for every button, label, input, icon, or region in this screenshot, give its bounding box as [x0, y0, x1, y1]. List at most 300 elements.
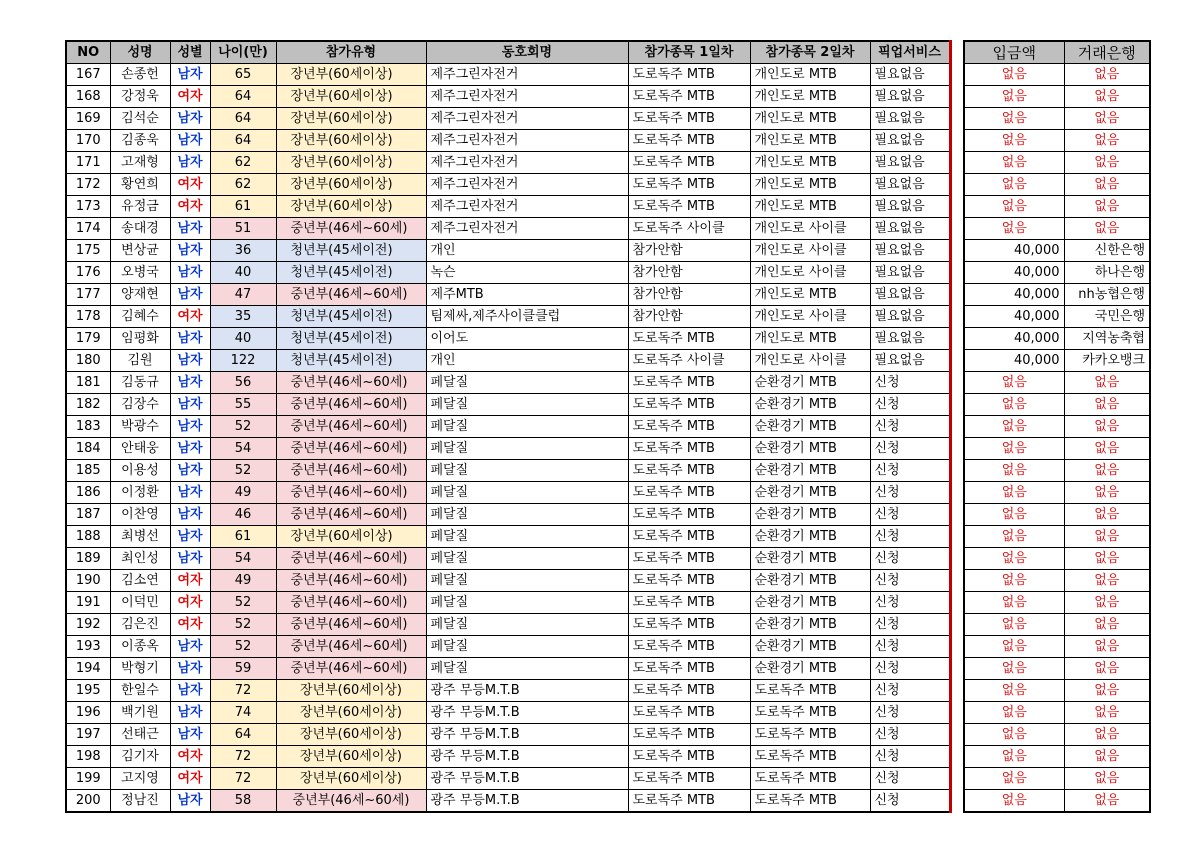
cell-bank: 없음: [1064, 768, 1150, 790]
payment-row: [964, 636, 1150, 658]
cell-club: 광주 무등M.T.B: [426, 680, 628, 702]
cell-gender: 남자: [170, 108, 210, 130]
cell-club: 광주 무등M.T.B: [426, 790, 628, 813]
cell-deposit: 없음: [964, 680, 1064, 702]
cell-event-day1: 도로독주 MTB: [628, 152, 750, 174]
cell-club: 페달질: [426, 636, 628, 658]
cell-club: 광주 무등M.T.B: [426, 768, 628, 790]
cell-category: 장년부(60세이상): [276, 526, 426, 548]
cell-no: 172: [66, 174, 110, 196]
cell-name: 김혜수: [110, 306, 170, 328]
cell-bank: 신한은행: [1064, 240, 1150, 262]
cell-name: 김기자: [110, 746, 170, 768]
cell-event-day2: 개인도로 MTB: [750, 196, 870, 218]
cell-deposit: 없음: [964, 790, 1064, 813]
cell-pickup: 필요없음: [870, 240, 950, 262]
cell-event-day1: 도로독주 MTB: [628, 394, 750, 416]
payment-row: [964, 702, 1150, 724]
cell-pickup: 필요없음: [870, 350, 950, 372]
cell-name: 김소연: [110, 570, 170, 592]
cell-no: 188: [66, 526, 110, 548]
cell-name: 송대경: [110, 218, 170, 240]
cell-age: 47: [210, 284, 276, 306]
cell-event-day2: 순환경기 MTB: [750, 614, 870, 636]
cell-bank: 없음: [1064, 218, 1150, 240]
cell-gender: 남자: [170, 416, 210, 438]
cell-event-day2: 개인도로 사이클: [750, 218, 870, 240]
header-pickup: 픽업서비스: [870, 41, 950, 64]
cell-event-day2: 순환경기 MTB: [750, 394, 870, 416]
cell-event-day1: 도로독주 MTB: [628, 460, 750, 482]
table-row: [66, 372, 950, 394]
cell-club: 제주MTB: [426, 284, 628, 306]
payment-row: [964, 64, 1150, 86]
header-gender: 성별: [170, 41, 210, 64]
table-row: [66, 592, 950, 614]
cell-no: 169: [66, 108, 110, 130]
cell-name: 정남진: [110, 790, 170, 813]
cell-category: 청년부(45세이전): [276, 306, 426, 328]
cell-bank: 없음: [1064, 790, 1150, 813]
cell-name: 김동규: [110, 372, 170, 394]
table-row: [66, 614, 950, 636]
cell-club: 광주 무등M.T.B: [426, 702, 628, 724]
payment-row: [964, 306, 1150, 328]
cell-category: 중년부(46세~60세): [276, 482, 426, 504]
cell-category: 중년부(46세~60세): [276, 592, 426, 614]
cell-category: 중년부(46세~60세): [276, 504, 426, 526]
cell-event-day2: 개인도로 MTB: [750, 86, 870, 108]
cell-event-day1: 도로독주 MTB: [628, 86, 750, 108]
cell-gender: 여자: [170, 86, 210, 108]
cell-event-day1: 도로독주 사이클: [628, 218, 750, 240]
cell-age: 122: [210, 350, 276, 372]
cell-event-day2: 개인도로 MTB: [750, 328, 870, 350]
cell-bank: 없음: [1064, 130, 1150, 152]
cell-no: 190: [66, 570, 110, 592]
header-club: 동호회명: [426, 41, 628, 64]
cell-name: 한일수: [110, 680, 170, 702]
cell-event-day2: 순환경기 MTB: [750, 526, 870, 548]
cell-category: 중년부(46세~60세): [276, 548, 426, 570]
cell-event-day2: 개인도로 MTB: [750, 108, 870, 130]
cell-deposit: 없음: [964, 372, 1064, 394]
cell-category: 청년부(45세이전): [276, 240, 426, 262]
cell-pickup: 필요없음: [870, 152, 950, 174]
table-row: [66, 350, 950, 372]
cell-age: 52: [210, 636, 276, 658]
cell-name: 선태근: [110, 724, 170, 746]
cell-club: 페달질: [426, 614, 628, 636]
cell-pickup: 필요없음: [870, 306, 950, 328]
cell-club: 이어도: [426, 328, 628, 350]
cell-no: 193: [66, 636, 110, 658]
table-row: [66, 746, 950, 768]
cell-deposit: 없음: [964, 702, 1064, 724]
cell-pickup: 신청: [870, 768, 950, 790]
cell-event-day1: 도로독주 MTB: [628, 504, 750, 526]
cell-gender: 여자: [170, 592, 210, 614]
cell-event-day1: 도로독주 MTB: [628, 64, 750, 86]
payment-row: [964, 768, 1150, 790]
cell-name: 최병선: [110, 526, 170, 548]
header-no: NO: [66, 41, 110, 64]
cell-event-day2: 순환경기 MTB: [750, 592, 870, 614]
cell-event-day1: 도로독주 MTB: [628, 614, 750, 636]
cell-bank: 없음: [1064, 702, 1150, 724]
cell-pickup: 신청: [870, 592, 950, 614]
cell-gender: 남자: [170, 482, 210, 504]
cell-age: 72: [210, 768, 276, 790]
cell-pickup: 신청: [870, 724, 950, 746]
cell-no: 167: [66, 64, 110, 86]
cell-event-day1: 도로독주 MTB: [628, 526, 750, 548]
cell-age: 49: [210, 482, 276, 504]
cell-pickup: 신청: [870, 372, 950, 394]
cell-no: 171: [66, 152, 110, 174]
table-row: [66, 636, 950, 658]
cell-age: 55: [210, 394, 276, 416]
table-row: [66, 86, 950, 108]
payment-row: [964, 284, 1150, 306]
cell-bank: 없음: [1064, 86, 1150, 108]
cell-age: 46: [210, 504, 276, 526]
cell-bank: 없음: [1064, 570, 1150, 592]
cell-no: 179: [66, 328, 110, 350]
cell-name: 김원: [110, 350, 170, 372]
header-name: 성명: [110, 41, 170, 64]
cell-deposit: 없음: [964, 482, 1064, 504]
table-row: [66, 790, 950, 813]
cell-age: 62: [210, 174, 276, 196]
cell-pickup: 신청: [870, 548, 950, 570]
cell-name: 김종욱: [110, 130, 170, 152]
table-row: [66, 108, 950, 130]
cell-event-day2: 도로독주 MTB: [750, 768, 870, 790]
table-row: [66, 526, 950, 548]
cell-name: 이종옥: [110, 636, 170, 658]
table-row: [66, 702, 950, 724]
cell-event-day2: 순환경기 MTB: [750, 482, 870, 504]
cell-event-day2: 순환경기 MTB: [750, 636, 870, 658]
cell-deposit: 40,000: [964, 284, 1064, 306]
payment-row: [964, 570, 1150, 592]
cell-event-day2: 개인도로 사이클: [750, 350, 870, 372]
cell-club: 제주그린자전거: [426, 174, 628, 196]
cell-age: 54: [210, 548, 276, 570]
cell-name: 김장수: [110, 394, 170, 416]
cell-event-day1: 도로독주 MTB: [628, 768, 750, 790]
cell-bank: 하나은행: [1064, 262, 1150, 284]
cell-gender: 남자: [170, 526, 210, 548]
cell-bank: nh농협은행: [1064, 284, 1150, 306]
payment-table: [963, 40, 1151, 813]
cell-deposit: 40,000: [964, 240, 1064, 262]
cell-name: 유정금: [110, 196, 170, 218]
cell-deposit: 40,000: [964, 306, 1064, 328]
payment-row: [964, 746, 1150, 768]
cell-event-day1: 도로독주 MTB: [628, 174, 750, 196]
cell-name: 박형기: [110, 658, 170, 680]
cell-age: 65: [210, 64, 276, 86]
header-category: 참가유형: [276, 41, 426, 64]
cell-no: 185: [66, 460, 110, 482]
cell-gender: 여자: [170, 768, 210, 790]
cell-event-day1: 도로독주 사이클: [628, 350, 750, 372]
payment-row: [964, 372, 1150, 394]
payment-row: [964, 218, 1150, 240]
cell-pickup: 필요없음: [870, 196, 950, 218]
cell-age: 52: [210, 416, 276, 438]
cell-no: 194: [66, 658, 110, 680]
cell-deposit: 없음: [964, 86, 1064, 108]
cell-deposit: 없음: [964, 218, 1064, 240]
cell-category: 장년부(60세이상): [276, 702, 426, 724]
cell-gender: 여자: [170, 196, 210, 218]
cell-name: 김은진: [110, 614, 170, 636]
cell-club: 제주그린자전거: [426, 86, 628, 108]
cell-category: 청년부(45세이전): [276, 328, 426, 350]
cell-gender: 남자: [170, 790, 210, 813]
cell-club: 제주그린자전거: [426, 196, 628, 218]
cell-pickup: 신청: [870, 482, 950, 504]
cell-event-day1: 도로독주 MTB: [628, 416, 750, 438]
payment-row: [964, 152, 1150, 174]
cell-club: 제주그린자전거: [426, 64, 628, 86]
cell-event-day1: 도로독주 MTB: [628, 636, 750, 658]
table-row: [66, 328, 950, 350]
cell-name: 이찬영: [110, 504, 170, 526]
cell-age: 52: [210, 460, 276, 482]
cell-category: 중년부(46세~60세): [276, 218, 426, 240]
cell-deposit: 없음: [964, 152, 1064, 174]
cell-deposit: 없음: [964, 108, 1064, 130]
cell-no: 175: [66, 240, 110, 262]
cell-deposit: 없음: [964, 724, 1064, 746]
cell-pickup: 신청: [870, 746, 950, 768]
header-row: [66, 41, 950, 64]
cell-gender: 여자: [170, 174, 210, 196]
cell-no: 200: [66, 790, 110, 813]
cell-event-day2: 도로독주 MTB: [750, 724, 870, 746]
cell-age: 35: [210, 306, 276, 328]
cell-name: 이용성: [110, 460, 170, 482]
cell-bank: 지역농축협: [1064, 328, 1150, 350]
cell-no: 176: [66, 262, 110, 284]
table-row: [66, 262, 950, 284]
cell-gender: 남자: [170, 438, 210, 460]
cell-no: 183: [66, 416, 110, 438]
cell-bank: 없음: [1064, 438, 1150, 460]
cell-no: 173: [66, 196, 110, 218]
cell-age: 74: [210, 702, 276, 724]
cell-age: 64: [210, 724, 276, 746]
cell-category: 중년부(46세~60세): [276, 790, 426, 813]
cell-club: 페달질: [426, 416, 628, 438]
cell-event-day1: 도로독주 MTB: [628, 592, 750, 614]
cell-gender: 남자: [170, 218, 210, 240]
cell-category: 중년부(46세~60세): [276, 394, 426, 416]
cell-category: 중년부(46세~60세): [276, 416, 426, 438]
cell-deposit: 40,000: [964, 328, 1064, 350]
cell-category: 장년부(60세이상): [276, 108, 426, 130]
cell-no: 189: [66, 548, 110, 570]
cell-deposit: 없음: [964, 658, 1064, 680]
cell-event-day2: 순환경기 MTB: [750, 658, 870, 680]
cell-no: 177: [66, 284, 110, 306]
cell-category: 장년부(60세이상): [276, 64, 426, 86]
cell-bank: 없음: [1064, 372, 1150, 394]
payment-row: [964, 724, 1150, 746]
cell-age: 54: [210, 438, 276, 460]
cell-club: 페달질: [426, 504, 628, 526]
payment-row: [964, 790, 1150, 813]
cell-pickup: 필요없음: [870, 218, 950, 240]
cell-club: 제주그린자전거: [426, 152, 628, 174]
cell-gender: 남자: [170, 680, 210, 702]
payment-row: [964, 328, 1150, 350]
cell-event-day1: 도로독주 MTB: [628, 702, 750, 724]
cell-no: 196: [66, 702, 110, 724]
cell-gender: 남자: [170, 328, 210, 350]
cell-no: 168: [66, 86, 110, 108]
cell-no: 170: [66, 130, 110, 152]
cell-deposit: 없음: [964, 394, 1064, 416]
payment-row: [964, 658, 1150, 680]
cell-bank: 없음: [1064, 592, 1150, 614]
payment-row: [964, 350, 1150, 372]
cell-club: 개인: [426, 350, 628, 372]
cell-category: 청년부(45세이전): [276, 350, 426, 372]
cell-bank: 없음: [1064, 636, 1150, 658]
cell-age: 59: [210, 658, 276, 680]
cell-name: 황연희: [110, 174, 170, 196]
cell-gender: 남자: [170, 240, 210, 262]
table-row: [66, 460, 950, 482]
cell-pickup: 신청: [870, 394, 950, 416]
header-deposit: 입금액: [964, 41, 1064, 64]
cell-pickup: 필요없음: [870, 108, 950, 130]
cell-event-day1: 도로독주 MTB: [628, 328, 750, 350]
cell-club: 광주 무등M.T.B: [426, 724, 628, 746]
table-row: [66, 504, 950, 526]
header-bank: 거래은행: [1064, 41, 1150, 64]
cell-pickup: 신청: [870, 702, 950, 724]
cell-event-day1: 참가안함: [628, 240, 750, 262]
cell-pickup: 필요없음: [870, 174, 950, 196]
cell-gender: 남자: [170, 394, 210, 416]
payment-row: [964, 548, 1150, 570]
cell-bank: 없음: [1064, 152, 1150, 174]
payment-row: [964, 526, 1150, 548]
cell-bank: 없음: [1064, 174, 1150, 196]
payment-row: [964, 240, 1150, 262]
cell-event-day2: 순환경기 MTB: [750, 548, 870, 570]
cell-deposit: 없음: [964, 196, 1064, 218]
table-row: [66, 658, 950, 680]
table-row: [66, 218, 950, 240]
cell-no: 182: [66, 394, 110, 416]
cell-club: 페달질: [426, 658, 628, 680]
cell-bank: 없음: [1064, 460, 1150, 482]
cell-category: 장년부(60세이상): [276, 152, 426, 174]
cell-deposit: 없음: [964, 548, 1064, 570]
cell-category: 중년부(46세~60세): [276, 570, 426, 592]
cell-gender: 남자: [170, 152, 210, 174]
cell-event-day2: 순환경기 MTB: [750, 504, 870, 526]
cell-category: 장년부(60세이상): [276, 768, 426, 790]
table-row: [66, 680, 950, 702]
cell-pickup: 신청: [870, 790, 950, 813]
cell-name: 이정환: [110, 482, 170, 504]
cell-club: 광주 무등M.T.B: [426, 746, 628, 768]
cell-pickup: 신청: [870, 460, 950, 482]
cell-no: 186: [66, 482, 110, 504]
pay-header-row: [964, 41, 1150, 64]
cell-name: 양재현: [110, 284, 170, 306]
payment-row: [964, 680, 1150, 702]
cell-gender: 여자: [170, 746, 210, 768]
cell-category: 장년부(60세이상): [276, 196, 426, 218]
cell-pickup: 필요없음: [870, 86, 950, 108]
payment-row: [964, 504, 1150, 526]
cell-bank: 없음: [1064, 394, 1150, 416]
cell-club: 팀제싸,제주사이클클럽: [426, 306, 628, 328]
payment-row: [964, 130, 1150, 152]
cell-name: 변상균: [110, 240, 170, 262]
cell-no: 174: [66, 218, 110, 240]
cell-bank: 없음: [1064, 658, 1150, 680]
table-row: [66, 724, 950, 746]
cell-name: 안태웅: [110, 438, 170, 460]
cell-category: 중년부(46세~60세): [276, 614, 426, 636]
cell-pickup: 신청: [870, 416, 950, 438]
cell-club: 페달질: [426, 482, 628, 504]
cell-name: 이덕민: [110, 592, 170, 614]
cell-deposit: 40,000: [964, 262, 1064, 284]
cell-bank: 없음: [1064, 482, 1150, 504]
cell-gender: 남자: [170, 702, 210, 724]
table-row: [66, 130, 950, 152]
cell-gender: 남자: [170, 262, 210, 284]
payment-row: [964, 460, 1150, 482]
cell-bank: 없음: [1064, 504, 1150, 526]
cell-gender: 남자: [170, 64, 210, 86]
cell-deposit: 없음: [964, 130, 1064, 152]
payment-row: [964, 592, 1150, 614]
cell-event-day1: 도로독주 MTB: [628, 570, 750, 592]
cell-bank: 없음: [1064, 526, 1150, 548]
cell-bank: 없음: [1064, 548, 1150, 570]
cell-deposit: 없음: [964, 64, 1064, 86]
cell-event-day2: 도로독주 MTB: [750, 680, 870, 702]
cell-event-day1: 도로독주 MTB: [628, 372, 750, 394]
cell-category: 장년부(60세이상): [276, 130, 426, 152]
header-event-day2: 참가종목 2일차: [750, 41, 870, 64]
table-row: [66, 438, 950, 460]
cell-pickup: 필요없음: [870, 328, 950, 350]
payment-row: [964, 394, 1150, 416]
cell-club: 페달질: [426, 460, 628, 482]
cell-event-day2: 도로독주 MTB: [750, 790, 870, 813]
cell-pickup: 신청: [870, 570, 950, 592]
cell-event-day1: 도로독주 MTB: [628, 482, 750, 504]
cell-event-day1: 도로독주 MTB: [628, 658, 750, 680]
cell-name: 김석순: [110, 108, 170, 130]
cell-category: 중년부(46세~60세): [276, 438, 426, 460]
cell-age: 64: [210, 108, 276, 130]
cell-age: 40: [210, 262, 276, 284]
